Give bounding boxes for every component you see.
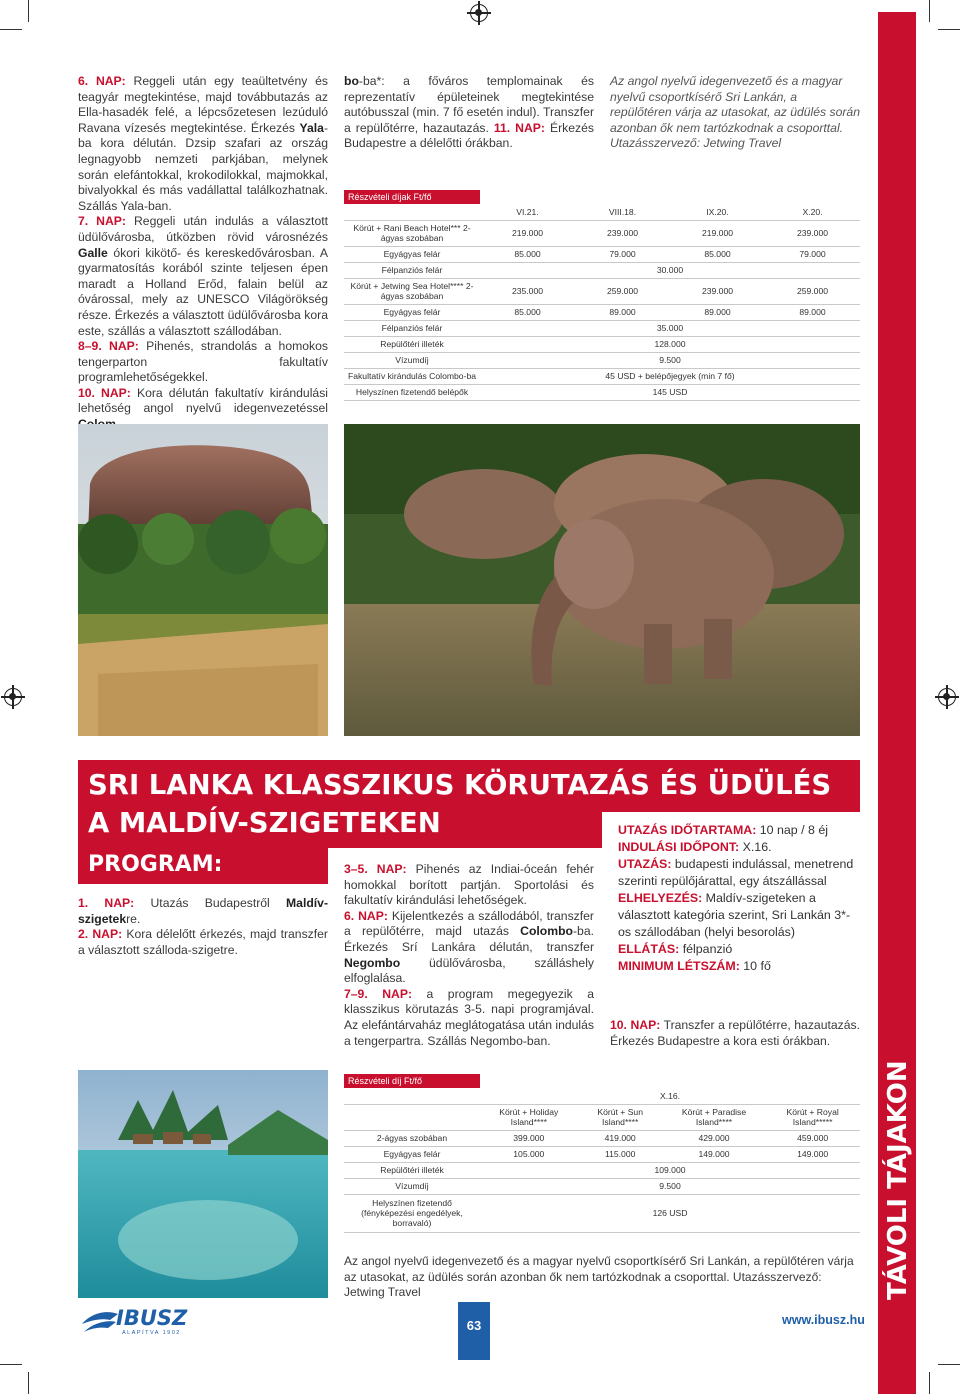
table-row: Egyágyas felár 85.000 79.000 85.000 79.000 [344,246,860,262]
day-paragraph: 7. NAP: Reggeli után indulás a választott üdülővárosba, útközben rövid városnézés Galle ókori kikötő- és kereskedővárosban. A gyarmatosítás korából szinte teljesen épen maradt a Holland Erőd, falain belül az óvárossal, mely az UNESCO Világörökség része. Érkezés a választott üdülővárosba kora este, szállás a választott szállodában. [78,214,328,338]
registration-mark-top [470,4,488,22]
day-paragraph: 10. NAP: Transzfer a repülőtérre, hazautazás. Érkezés Budapestre a kora esti órákban. [610,1018,860,1048]
info-accommodation: ELHELYEZÉS: Maldív-szigeteken a választott kategória szerint, Sri Lankán 3*-os szállodában (helyi besorolás) [618,891,851,939]
info-board: ELLÁTÁS: félpanzió [618,942,733,956]
guide-note: Az angol nyelvű idegenvezető és a magyar nyelvű csoportkísérő Sri Lankán, a repülőtéren várja az utasokat, az üdülés során azonban ők nem tartózkodnak a csoporttal. Utazásszervező: Jetwing Travel [344,1254,854,1300]
website[interactable]: www.ibusz.hu [782,1313,865,1327]
date-header: X.20. [765,204,860,220]
day-paragraph: 7–9. NAP: a program megegyezik a klasszikus körutazás 3-5. napi programjával. Az elefántárvaház meglátogatása után indulás a tengerpartra. Szállás Negombo-ban. [344,986,595,1048]
info-duration: UTAZÁS IDŐTARTAMA: 10 nap / 8 éj [618,823,828,837]
maldives-photo [78,1070,328,1298]
info-travel: UTAZÁS: budapesti indulással, menetrend szerinti repülőjárattal, egy átszállással [618,857,854,888]
program-col-2 [344,862,594,1049]
table-row: Helyszínen fizetendő (fényképezési engedélyek, borravaló) 126 USD [344,1194,860,1232]
info-departure: INDULÁSI IDŐPONT: X.16. [618,840,772,854]
table-row: Repülőtéri illeték 109.000 [344,1162,860,1178]
crop-mark [28,1372,29,1394]
price-table-sri-lanka [344,190,860,401]
logo-subtext: ALAPÍTVA 1902 [122,1330,181,1336]
column-2-text [344,74,594,152]
table-row: Vízumdíj 9.500 [344,352,860,368]
table-title: Részvételi díj Ft/fő [344,1074,480,1088]
registration-mark-right [938,688,956,706]
day-paragraph: 6. NAP: Kijelentkezés a szállodából, transzfer a repülőtérre, majd utazás Colombo-ba. Érkezés Srí Lankára délután, transzfer Negombo üdülővárosba, szálláshely elfoglalása. [344,908,594,986]
logo-text: IBUSZ [116,1306,188,1330]
day-paragraph: 2. NAP: Kora délelőtt érkezés, majd transzfer a választott szálloda-szigetre. [78,927,328,957]
table-row: Vízumdíj 9.500 [344,1178,860,1194]
table-row: 2-ágyas szobában 399.000 419.000 429.000 459.000 [344,1130,860,1146]
ibusz-logo [80,1304,190,1340]
day-paragraph: 1. NAP: Utazás Budapestről Maldív-szigetekre. [78,896,329,926]
day-paragraph: bo-ba*: a főváros templomainak és reprezentatív épületeinek megtekintése autóbusszal (min. 7 fő esetén indul). Transzfer a repülőtérre, hazautazás. 11. NAP: Érkezés Budapestre a délelőtti órákban. [344,74,594,151]
day-10-text [610,1018,860,1049]
table-row: Fakultatív kirándulás Colombo-ba 45 USD + belépőjegyek (min 7 fő) [344,368,860,384]
table-row: Körút + Jetwing Sea Hotel**** 2-ágyas szobában 235.000 259.000 239.000 259.000 [344,278,860,304]
sigiriya-rock-photo [78,424,328,736]
program-heading: PROGRAM: [78,848,328,884]
table-row: Repülőtéri illeték 128.000 [344,336,860,352]
day-paragraph: 8–9. NAP: Pihenés, strandolás a homokos tengerparton fakultatív programlehetőségekkel. [78,339,328,385]
top-note [610,74,862,152]
day-paragraph: 10. NAP: Kora délután fakultatív kirándulási lehetőség angol nyelvű idegenvezetéssel [78,385,328,416]
crop-mark [0,1364,22,1365]
date-header: IX.20. [670,204,765,220]
crop-mark [929,1372,930,1394]
trip-info [618,822,858,975]
hotel-header: Körút + Sun Island**** [578,1104,663,1130]
page-number: 63 [466,1318,482,1333]
table-row: Helyszínen fizetendő belépők 145 USD [344,384,860,400]
table-row: Félpanziós felár 30.000 [344,262,860,278]
crop-mark [0,29,22,30]
hotel-header: Körút + Royal Island***** [765,1104,860,1130]
registration-mark-left [4,688,22,706]
day-paragraph: 6. NAP: Reggeli után egy teaültetvény és teagyár megtekintése, majd továbbutazás az Ella-hasadék felé, a lépcsőzetesen lezúduló Ravana vízesés megtekintése. Érkezés Yala-ba kora délután. Dzsip szafari az ország legnagyobb nemzeti parkjában, melynek során elefántokkal, krokodilokkal, majmokkal, bivalyokkal és más vadállattal találkozhatnak. Szállás Yala-ban. [78,74,328,213]
date-header: X.16. [480,1088,860,1104]
date-header: VIII.18. [575,204,670,220]
program-col-1 [78,896,328,958]
title-line-2: A MALDÍV-SZIGETEKEN [88,807,441,839]
hotel-header: Körút + Holiday Island**** [480,1104,578,1130]
guide-note: Az angol nyelvű idegenvezető és a magyar nyelvű csoportkísérő Sri Lankán, a repülőtéren várja az utasokat, az üdülés során azonban ők nem tartózkodnak a csoporttal. Utazásszervező: Jetwing Travel [610,74,860,151]
day-paragraph: 3–5. NAP: Pihenés az Indiai-óceán fehér homokkal borított partján. Sportolási és fakultatív kirándulási lehetőségek. [344,862,594,908]
table-row: Egyágyas felár 85.000 89.000 89.000 89.000 [344,304,860,320]
info-minimum: MINIMUM LÉTSZÁM: 10 fő [618,959,771,973]
title-line-1: SRI LANKA KLASSZIKUS KÖRUTAZÁS ÉS ÜDÜLÉS [88,769,832,801]
bottom-note [344,1254,860,1301]
elephants-photo [344,424,860,736]
crop-mark [938,1364,960,1365]
crop-mark [929,0,930,22]
crop-mark [938,29,960,30]
date-header: VI.21. [480,204,575,220]
table-row: Félpanziós felár 35.000 [344,320,860,336]
table-row: Körút + Rani Beach Hotel*** 2-ágyas szobában 219.000 239.000 219.000 239.000 [344,220,860,246]
column-1-text [78,74,328,433]
table-row: Egyágyas felár 105.000 115.000 149.000 149.000 [344,1146,860,1162]
table-title: Részvételi díjak Ft/fő [344,190,480,204]
price-table-maldives [344,1074,860,1233]
side-label: TÁVOLI TÁJAKON [883,1060,913,1300]
logo-swoosh-icon [80,1306,120,1336]
crop-mark [28,0,29,22]
hotel-header: Körút + Paradise Island**** [663,1104,766,1130]
